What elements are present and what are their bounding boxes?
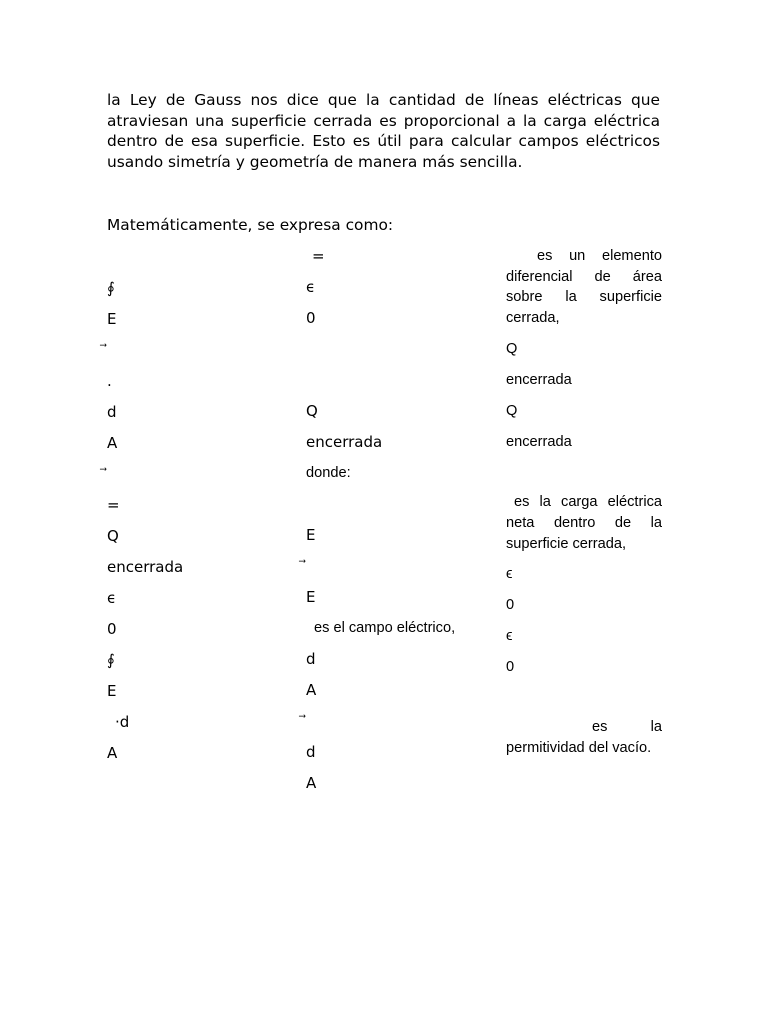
charge-symbol: Q <box>506 403 518 420</box>
epsilon-symbol: ϵ <box>107 589 117 607</box>
where-label: donde: <box>306 465 351 481</box>
equals-sign: = <box>312 247 325 265</box>
blank-line <box>306 494 496 525</box>
charge-subscript: encerrada <box>506 372 572 389</box>
field-symbol: E <box>306 526 316 544</box>
vector-arrow-mark <box>306 556 496 587</box>
area-symbol: A <box>107 744 118 762</box>
epsilon-symbol: ϵ <box>506 566 513 583</box>
contour-integral-symbol: ∮ <box>107 279 115 297</box>
epsilon-subscript: 0 <box>306 309 316 327</box>
area-symbol: A <box>306 774 317 792</box>
epsilon-subscript: 0 <box>506 659 515 676</box>
charge-description: es la carga eléctrica neta dentro de la superficie cerrada, <box>506 494 662 552</box>
vector-arrow-mark <box>107 340 292 371</box>
field-symbol: E <box>107 310 117 328</box>
field-symbol: E <box>306 588 316 606</box>
definitions-column <box>506 246 662 758</box>
charge-symbol: Q <box>107 527 119 545</box>
vector-arrow-mark <box>306 711 496 742</box>
permittivity-description: es la permitividad del vacío. <box>506 719 662 756</box>
charge-symbol: Q <box>506 341 518 358</box>
area-symbol: A <box>107 434 118 452</box>
field-description: es el campo eléctrico, <box>314 620 456 636</box>
field-symbol: E <box>107 682 117 700</box>
charge-subscript: encerrada <box>306 433 383 451</box>
vector-arrow-mark <box>107 464 292 495</box>
epsilon-symbol: ϵ <box>506 628 513 645</box>
blank-line <box>306 370 496 401</box>
intro-paragraph: la Ley de Gauss nos dice que la cantidad de líneas eléctricas que atraviesan una superficie cerrada es proporcional a la carga eléctrica dentro de esa superficie. Esto es útil para calcular campos eléctricos usando simetría y geometría de manera más sencilla. <box>107 91 660 171</box>
equals-sign: = <box>107 496 120 514</box>
charge-subscript: encerrada <box>506 434 572 451</box>
contour-integral-symbol: ∮ <box>107 651 115 669</box>
dot-differential: ·d <box>115 713 130 731</box>
blank-line <box>506 463 662 492</box>
epsilon-symbol: ϵ <box>306 278 316 296</box>
differential-symbol: d <box>306 743 316 761</box>
differential-symbol: d <box>107 403 117 421</box>
epsilon-subscript: 0 <box>107 620 117 638</box>
math-intro-text: Matemáticamente, se expresa como: <box>107 216 394 234</box>
equation-column-a <box>107 278 292 774</box>
charge-symbol: Q <box>306 402 318 420</box>
equation-column-b <box>306 246 496 804</box>
blank-line <box>306 339 496 370</box>
blank-line <box>506 688 662 717</box>
dot-operator: . <box>107 372 112 390</box>
charge-subscript: encerrada <box>107 558 184 576</box>
differential-symbol: d <box>306 650 316 668</box>
area-symbol: A <box>306 681 317 699</box>
area-element-description: es un elemento diferencial de área sobre la superficie cerrada, <box>506 248 662 326</box>
epsilon-subscript: 0 <box>506 597 515 614</box>
